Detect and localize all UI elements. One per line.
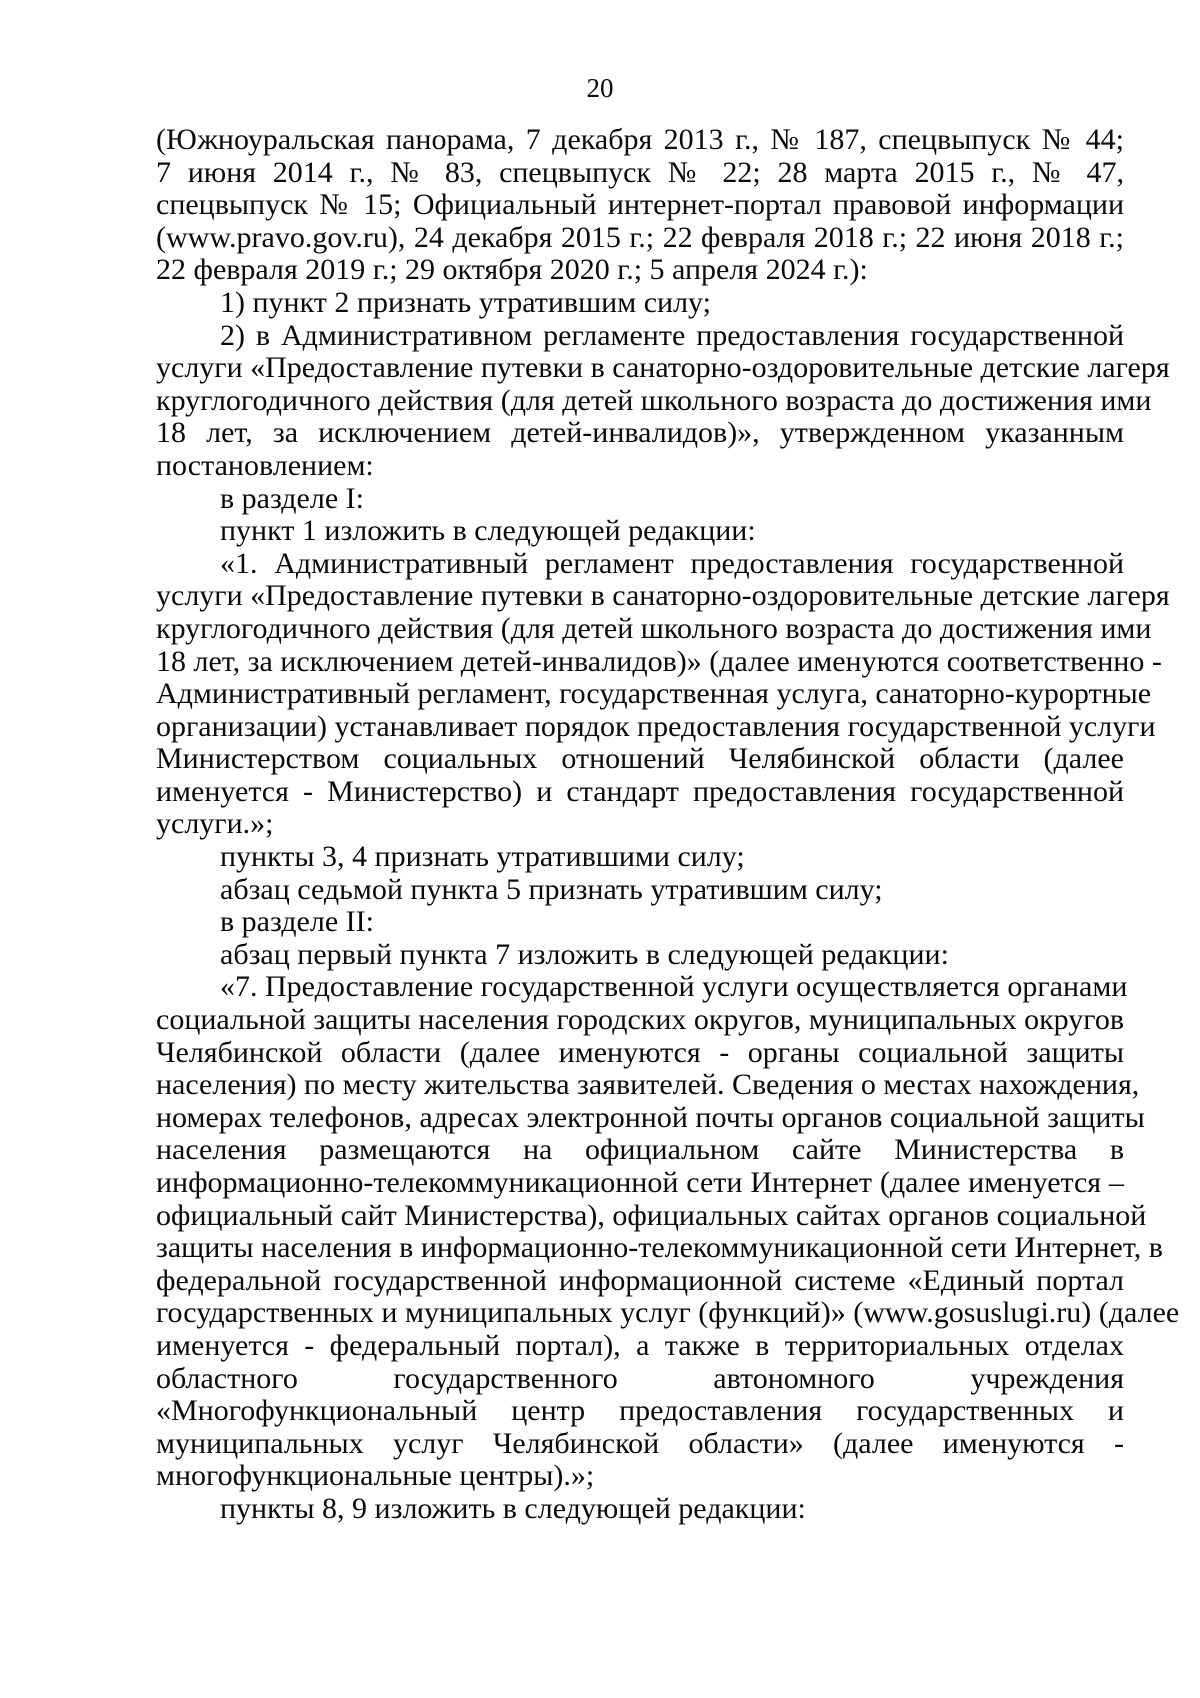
text-line: пункты 8, 9 изложить в следующей редакции: <box>220 1491 806 1525</box>
text-line: Административный регламент, государственная услуга, санаторно-курортные <box>156 677 1152 711</box>
text-line: информационно-телекоммуникационной сети Интернет (далее именуется – <box>156 1166 1124 1199</box>
text-line: «7. Предоставление государственной услуги осуществляется органами <box>220 970 1128 1004</box>
text-line: 1) пункт 2 признать утратившим силу; <box>220 285 712 319</box>
text-line: населения) по месту жительства заявителей. Сведения о местах нахождения, <box>156 1068 1140 1102</box>
text-line: именуется - федеральный портал), а также в территориальных отделах <box>156 1328 1124 1362</box>
text-line: «Многофункциональный центр предоставления государственных и <box>156 1394 1124 1428</box>
text-line: (www.pravo.gov.ru), 24 декабря 2015 г.; 22 февраля 2018 г.; 22 июня 2018 г.; <box>156 220 1124 254</box>
text-line: 22 февраля 2019 г.; 29 октября 2020 г.; 5 апреля 2024 г.): <box>156 253 868 287</box>
text-line: услуги «Предоставление путевки в санаторно-оздоровительные детские лагеря <box>156 579 1170 613</box>
text-line: 7 июня 2014 г., № 83, спецвыпуск № 22; 28 марта 2015 г., № 47, <box>156 155 1124 189</box>
text-line: населения размещаются на официальном сайте Министерства в <box>156 1133 1124 1167</box>
paragraph-item-1 <box>156 287 1124 320</box>
text-line: (Южноуральская панорама, 7 декабря 2013 г., № 187, спецвыпуск № 44; <box>156 123 1124 156</box>
paragraph-sources <box>156 124 1124 287</box>
text-line: многофункциональные центры).»; <box>156 1459 595 1493</box>
text-line: пункт 1 изложить в следующей редакции: <box>220 514 756 548</box>
text-line: абзац седьмой пункта 5 признать утратившим силу; <box>220 872 883 906</box>
paragraph-point-1-text <box>156 546 1170 841</box>
text-line: государственных и муниципальных услуг (функций)» (www.gosuslugi.ru) (далее <box>156 1296 1180 1330</box>
paragraph-point-1-intro <box>156 515 1124 548</box>
text-line: круглогодичного действия (для детей школьного возраста до достижения ими <box>156 611 1152 645</box>
text-line: областного государственного автономного учреждения <box>156 1361 1124 1395</box>
paragraph-section-1 <box>156 483 1124 516</box>
text-line: защиты населения в информационно-телекоммуникационной сети Интернет, в <box>156 1231 1163 1265</box>
text-line: услуги.»; <box>156 807 274 841</box>
text-line: «1. Административный регламент предоставления государственной <box>220 546 1124 580</box>
text-line: номерах телефонов, адресах электронной почты органов социальной защиты <box>156 1100 1145 1134</box>
text-line: именуется - Министерство) и стандарт предоставления государственной <box>156 774 1124 808</box>
text-line: в разделе I: <box>220 481 364 515</box>
text-line: Челябинской области (далее именуются - органы социальной защиты <box>156 1035 1124 1069</box>
text-line: Министерством социальных отношений Челябинской области (далее <box>156 742 1124 776</box>
text-line: спецвыпуск № 15; Официальный интернет-портал правовой информации <box>156 188 1124 222</box>
text-line: 18 лет, за исключением детей-инвалидов)», утвержденном указанным <box>156 416 1124 450</box>
text-line: официальный сайт Министерства), официальных сайтах органов социальной <box>156 1198 1147 1232</box>
text-line: постановлением: <box>156 448 374 482</box>
text-line: федеральной государственной информационной системе «Единый портал <box>156 1263 1124 1297</box>
text-line: пункты 3, 4 признать утратившими силу; <box>220 840 745 874</box>
paragraph-point-5 <box>156 874 1124 907</box>
text-line: абзац первый пункта 7 изложить в следующей редакции: <box>220 937 949 971</box>
page-number: 20 <box>586 73 614 103</box>
text-line: социальной защиты населения городских округов, муниципальных округов <box>156 1003 1124 1037</box>
text-line: организации) устанавливает порядок предоставления государственной услуги <box>156 709 1156 743</box>
paragraph-points-8-9-intro <box>156 1493 1124 1526</box>
text-line: 18 лет, за исключением детей-инвалидов)» (далее именуются соответственно - <box>156 644 1162 678</box>
text-line: круглогодичного действия (для детей школьного возраста до достижения ими <box>156 383 1152 417</box>
text-line: услуги «Предоставление путевки в санаторно-оздоровительные детские лагеря <box>156 351 1170 385</box>
text-line: 2) в Административном регламенте предоставления государственной <box>220 318 1124 352</box>
text-line: муниципальных услуг Челябинской области» (далее именуются - <box>156 1426 1124 1460</box>
paragraph-section-2 <box>156 906 1124 939</box>
paragraph-point-7-intro <box>156 939 1124 972</box>
paragraph-point-7-text <box>156 970 1180 1493</box>
paragraph-points-3-4 <box>156 841 1124 874</box>
text-line: в разделе II: <box>220 905 374 939</box>
paragraph-item-2 <box>156 318 1170 483</box>
document-body <box>156 123 1180 1526</box>
